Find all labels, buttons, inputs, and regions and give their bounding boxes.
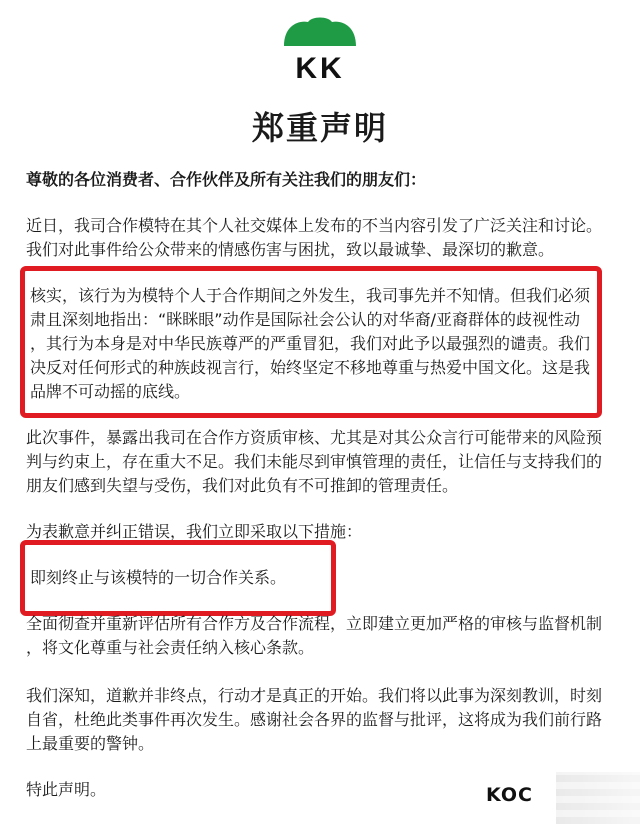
paragraph-line: 我们深知，道歉并非终点，行动才是真正的开始。我们将以此事为深刻教训，时刻 — [26, 686, 603, 705]
paragraph-apology — [26, 214, 618, 262]
salutation: 尊敬的各位消费者、合作伙伴及所有关注我们的朋友们： — [26, 170, 427, 189]
paragraph-line: 此次事件，暴露出我司在合作方资质审核、尤其是对其公众言行可能带来的风险预 — [26, 428, 603, 447]
paragraph-line: ，将文化尊重与社会责任纳入核心条款。 — [26, 638, 315, 657]
paragraph-line: ，其行为本身是对中华民族尊严的严重冒犯，我们对此予以最强烈的谴责。我们 — [30, 334, 591, 353]
measure-terminate-cooperation: 即刻终止与该模特的一切合作关系。 — [30, 568, 287, 587]
paragraph-line: 决反对任何形式的种族歧视言行，始终坚定不移地尊重与热爱中国文化。这是我 — [30, 358, 591, 377]
highlight-box-condemnation — [20, 266, 602, 418]
paragraph-reflection — [26, 684, 618, 756]
logo-text: KK — [295, 52, 345, 84]
paragraph-line: 近日，我司合作模特在其个人社交媒体上发布的不当内容引发了广泛关注和讨论。 — [26, 216, 603, 235]
measure-review-process — [26, 612, 618, 660]
paragraph-line: 全面彻查并重新评估所有合作方及合作流程，立即建立更加严格的审核与监督机制 — [26, 614, 603, 633]
highlight-box-termination — [20, 540, 336, 616]
pixelated-watermark — [556, 772, 640, 824]
closing-statement: 特此声明。 — [26, 780, 107, 799]
paragraph-line: 朋友们感到失望与受伤，我们对此负有不可推卸的管理责任。 — [26, 476, 459, 495]
paragraph-line: 核实，该行为为模特个人于合作期间之外发生，我司事先并不知情。但我们必须 — [30, 286, 591, 305]
paragraph-line: 品牌不可动摇的底线。 — [30, 382, 191, 401]
paragraph-line: 自省，杜绝此类事件再次发生。感谢社会各界的监督与批评，这将成为我们前行路 — [26, 710, 603, 729]
footer-brand: KOC — [486, 784, 533, 806]
page-title: 郑重声明 — [251, 109, 388, 147]
paragraph-line: 我们对此事件给公众带来的情感伤害与困扰，致以最诚挚、最深切的歉意。 — [26, 240, 555, 259]
paragraph-responsibility — [26, 426, 618, 498]
brand-logo — [280, 14, 360, 84]
logo-tree-canopy — [284, 18, 356, 47]
paragraph-line: 判与约束上，存在重大不足。我们未能尽到审慎管理的责任，让信任与支持我们的 — [26, 452, 603, 471]
paragraph-measures-intro: 为表歉意并纠正错误，我们立即采取以下措施： — [26, 522, 363, 541]
paragraph-line: 上最重要的警钟。 — [26, 734, 155, 753]
paragraph-line: 肃且深刻地指出：“眯眯眼”动作是国际社会公认的对华裔/亚裔群体的歧视性动 — [30, 310, 580, 329]
